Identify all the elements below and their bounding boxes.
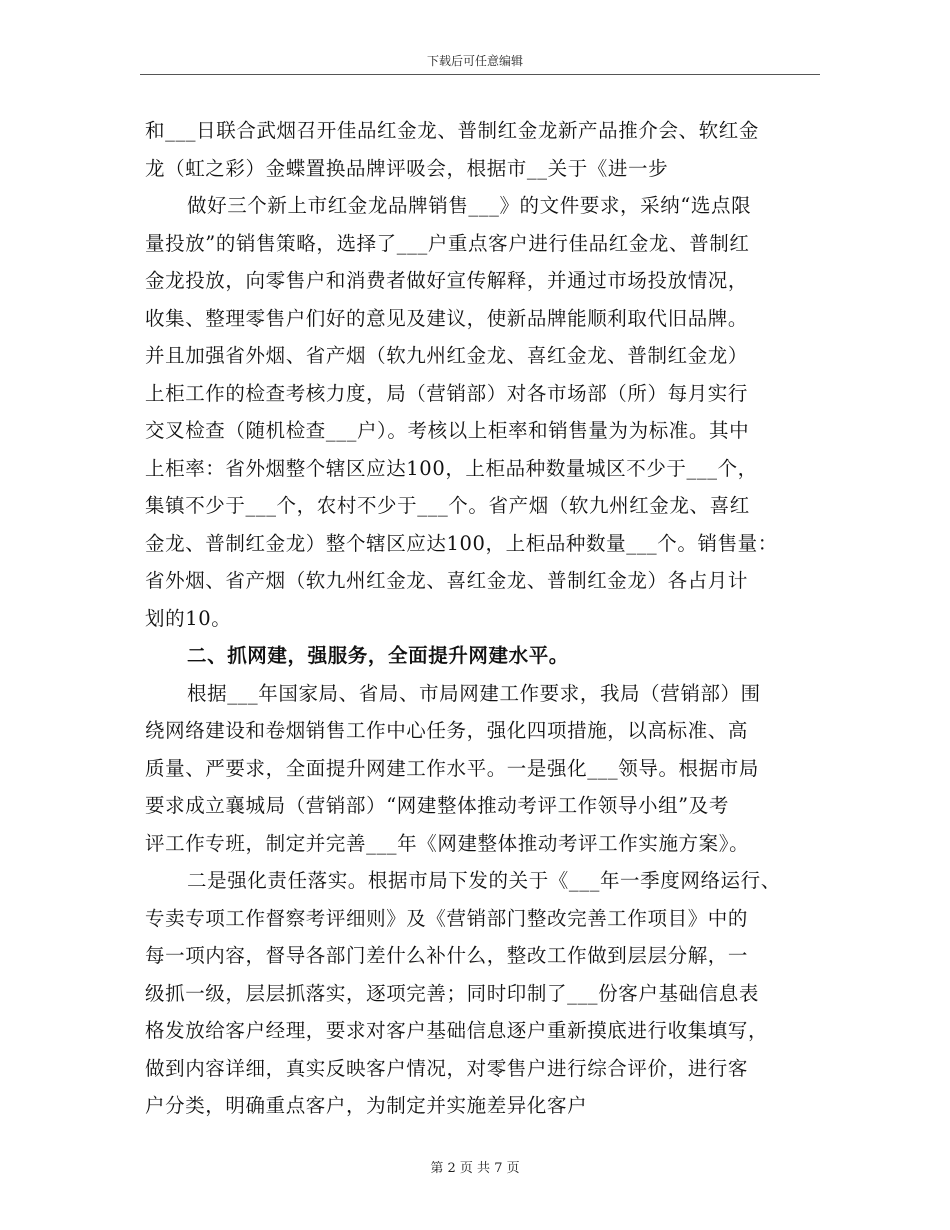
body-line: 并且加强省外烟、省产烟（软九州红金龙、喜红金龙、普制红金龙） xyxy=(145,344,749,367)
body-line: 省外烟、省产烟（软九州红金龙、喜红金龙、普制红金龙）各占月计 xyxy=(145,569,749,592)
page-header: 下载后可任意编辑 xyxy=(426,54,523,68)
body-line: 收集、整理零售户们好的意见及建议，使新品牌能顺利取代旧品牌。 xyxy=(145,306,749,330)
body-line: 金龙、普制红金龙）整个辖区应达100，上柜品种数量___个。销售量： xyxy=(145,531,778,555)
body-line: 质量、严要求，全面提升网建工作水平。一是强化___领导。根据市局 xyxy=(145,756,759,780)
body-line: 金龙投放，向零售户和消费者做好宣传解释，并通过市场投放情况， xyxy=(145,269,749,292)
body-line: 户分类，明确重点客户，为制定并实施差异化客户 xyxy=(145,1094,588,1117)
body-line: 量投放”的销售策略，选择了___户重点客户进行佳品红金龙、普制红 xyxy=(145,231,750,255)
document-body xyxy=(145,112,835,1125)
body-line: 交叉检查（随机检查___户）。考核以上柜率和销售量为为标准。其中 xyxy=(145,419,750,442)
body-line: 做好三个新上市红金龙品牌销售___》的文件要求，采纳“选点限 xyxy=(187,194,752,217)
body-line: 龙（虹之彩）金蝶置换品牌评吸会，根据市__关于《进一步 xyxy=(145,156,669,180)
body-line: 划的10。 xyxy=(145,606,232,630)
header-divider xyxy=(140,74,820,75)
body-line: 每一项内容，督导各部门差什么补什么，整改工作做到层层分解，一 xyxy=(145,944,749,967)
body-line: 评工作专班，制定并完善___年《网建整体推动考评工作实施方案》。 xyxy=(145,831,750,855)
body-line: 专卖专项工作督察考评细则》及《营销部门整改完善工作项目》中的 xyxy=(145,906,749,930)
body-line: 要求成立襄城局（营销部）“网建整体推动考评工作领导小组”及考 xyxy=(145,794,729,817)
body-line: 做到内容详细，真实反映客户情况，对零售户进行综合评价，进行客 xyxy=(145,1056,749,1080)
page-number: 第 2 页 共 7 页 xyxy=(430,1161,520,1176)
body-line: 二是强化责任落实。根据市局下发的关于《___年一季度网络运行、 xyxy=(187,869,781,892)
section-heading: 二、抓网建，强服务，全面提升网建水平。 xyxy=(187,644,569,667)
body-line: 上柜工作的检查考核力度，局（营销部）对各市场部（所）每月实行 xyxy=(145,381,749,405)
body-line: 集镇不少于___个，农村不少于___个。省产烟（软九州红金龙、喜红 xyxy=(145,494,750,517)
body-line: 格发放给客户经理，要求对客户基础信息逐户重新摸底进行收集填写， xyxy=(145,1019,769,1042)
body-line: 根据___年国家局、省局、市局网建工作要求，我局（营销部）围 xyxy=(187,681,761,705)
body-line: 和___日联合武烟召开佳品红金龙、普制红金龙新产品推介会、软红金 xyxy=(145,119,759,142)
body-line: 绕网络建设和卷烟销售工作中心任务，强化四项措施，以高标准、高 xyxy=(145,719,749,742)
body-line: 级抓一级，层层抓落实，逐项完善；同时印制了___份客户基础信息表 xyxy=(145,981,759,1005)
body-line: 上柜率：省外烟整个辖区应达100，上柜品种数量城区不少于___个， xyxy=(145,456,758,480)
